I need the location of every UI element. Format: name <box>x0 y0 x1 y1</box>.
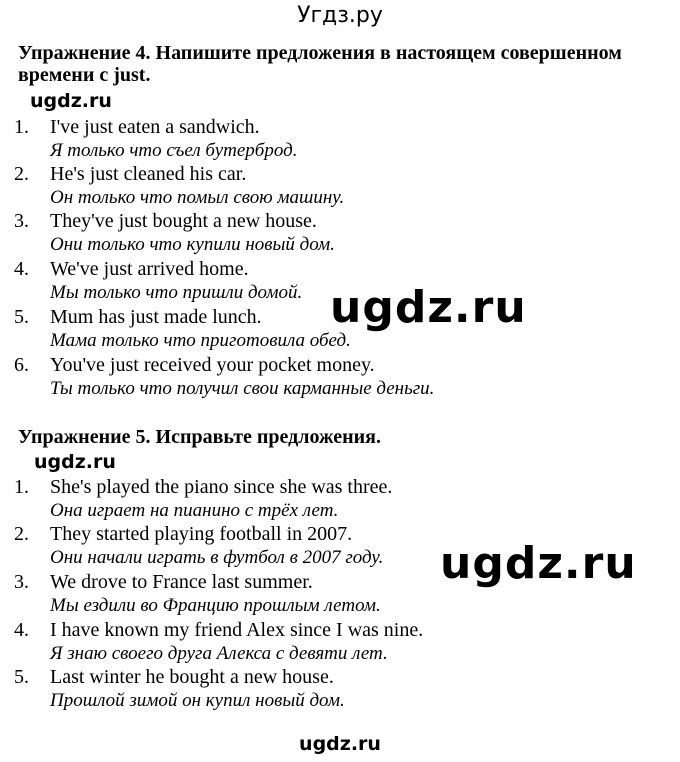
watermark-small: ugdz.ru <box>34 451 116 473</box>
exercise-4-title-line-1: Упражнение 4. Напишите предложения в настоящем совершенном <box>18 42 622 64</box>
item-number: 5. <box>14 666 29 688</box>
russian-translation: Я знаю своего друга Алекса с девяти лет. <box>50 643 388 664</box>
english-sentence: They started playing football in 2007. <box>50 523 353 545</box>
list-item <box>0 354 680 401</box>
site-title: Угдз.ру <box>297 3 383 28</box>
item-number: 2. <box>14 523 29 545</box>
item-number: 4. <box>14 258 29 280</box>
list-item <box>0 163 680 210</box>
russian-translation: Мы только что пришли домой. <box>50 282 303 303</box>
item-number: 3. <box>14 571 29 593</box>
english-sentence: You've just received your pocket money. <box>50 354 375 376</box>
list-item <box>0 666 680 713</box>
russian-translation: Я только что съел бутерброд. <box>50 140 298 161</box>
list-item <box>0 116 680 163</box>
list-item <box>0 619 680 666</box>
exercise-4-title <box>18 42 668 86</box>
item-number: 1. <box>14 476 29 498</box>
russian-translation: Мама только что приготовила обед. <box>50 330 351 351</box>
russian-translation: Он только что помыл свою машину. <box>50 187 345 208</box>
list-item <box>0 210 680 257</box>
watermark-small: ugdz.ru <box>30 90 112 112</box>
item-number: 6. <box>14 354 29 376</box>
english-sentence: Last winter he bought a new house. <box>50 666 334 688</box>
watermark-large: ugdz.ru <box>440 538 637 589</box>
russian-translation: Они начали играть в футбол в 2007 году. <box>50 547 384 568</box>
russian-translation: Они только что купили новый дом. <box>50 234 335 255</box>
item-number: 2. <box>14 163 29 185</box>
english-sentence: He's just cleaned his car. <box>50 163 247 185</box>
russian-translation: Ты только что получил свои карманные деньги. <box>50 378 435 399</box>
item-number: 4. <box>14 619 29 641</box>
english-sentence: I've just eaten a sandwich. <box>50 116 260 138</box>
english-sentence: We drove to France last summer. <box>50 571 313 593</box>
english-sentence: We've just arrived home. <box>50 258 249 280</box>
item-number: 3. <box>14 210 29 232</box>
exercise-5-title: Упражнение 5. Исправьте предложения. <box>18 426 381 448</box>
list-item <box>0 476 680 523</box>
english-sentence: She's played the piano since she was three. <box>50 476 393 498</box>
russian-translation: Мы ездили во Францию прошлым летом. <box>50 595 381 616</box>
item-number: 5. <box>14 306 29 328</box>
english-sentence: They've just bought a new house. <box>50 210 317 232</box>
english-sentence: Mum has just made lunch. <box>50 306 262 328</box>
watermark-large: ugdz.ru <box>330 282 527 333</box>
russian-translation: Она играет на пианино с трёх лет. <box>50 500 339 521</box>
watermark-footer: ugdz.ru <box>299 733 381 755</box>
exercise-4-title-line-2: времени с just. <box>18 64 151 86</box>
russian-translation: Прошлой зимой он купил новый дом. <box>50 690 345 711</box>
item-number: 1. <box>14 116 29 138</box>
english-sentence: I have known my friend Alex since I was nine. <box>50 619 424 641</box>
